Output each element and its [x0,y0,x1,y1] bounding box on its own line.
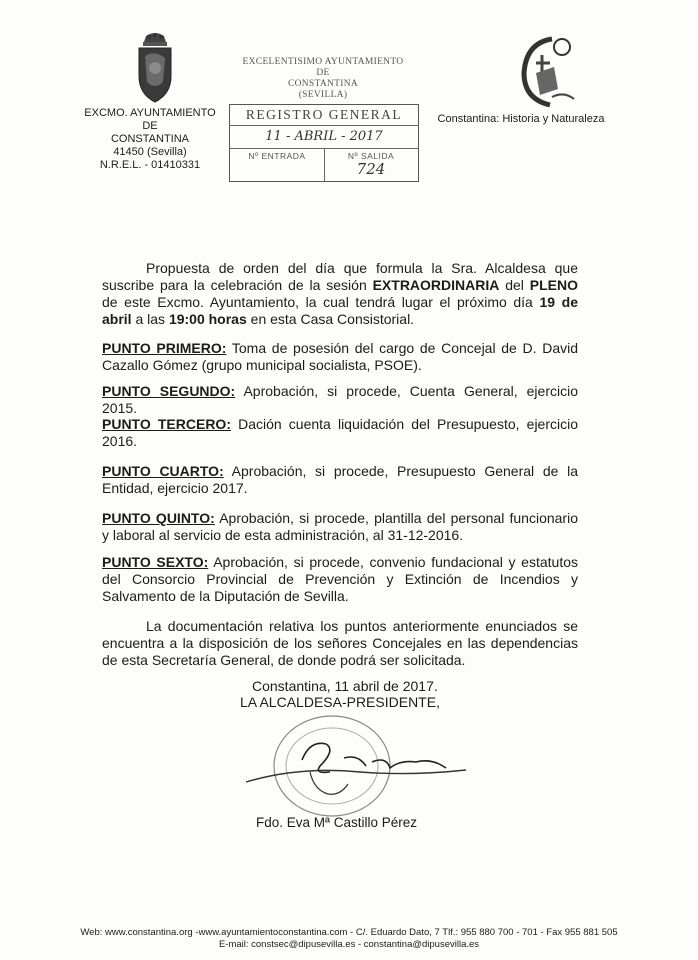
signature-and-seal [240,710,470,822]
intro-text: en esta Casa Consistorial. [246,311,415,327]
agenda-heading: PUNTO PRIMERO: [102,340,227,356]
org-line: N.R.E.L. - 01410331 [99,159,201,171]
left-org-address [70,107,230,172]
footer-email: E-mail: constsec@dipusevilla.es - constantina@dipusevilla.es [218,939,480,950]
org-line: DE [142,120,158,132]
agenda-text: Aprobación, si procede, Cuenta General, ejercicio 2015. [102,383,578,416]
registry-stamp-heading [225,57,421,101]
intro-text: del [499,277,530,293]
agenda-item [102,340,578,374]
signatory-role: LA ALCALDESA-PRESIDENTE, [240,694,440,710]
entry-label: Nº ENTRADA [248,151,306,161]
agenda-text: Aprobación, si procede, Presupuesto General de la Entidad, ejercicio 2017. [102,463,578,496]
exit-number: 724 [356,160,386,178]
closing-paragraph: La documentación relativa los puntos anteriormente enunciados se encuentra a la disposición de los señores Concejales en las dependencias de esta Secretaría General, de donde podrá ser solicitada. [102,618,578,668]
signed-by: Fdo. Eva Mª Castillo Pérez [256,815,418,830]
registry-exit-cell [324,149,418,181]
agenda-text: Dación cuenta liquidación del Presupuesto, ejercicio 2016. [102,416,579,449]
session-body: PLENO [529,277,579,293]
agenda-item [102,463,578,497]
org-line: 41450 (Sevilla) [113,146,187,158]
intro-paragraph [102,260,578,328]
registry-box [229,104,419,182]
agenda-text: Aprobación, si procede, plantilla del personal funcionario y laboral al servicio de esta administración, al 31-12-2016. [102,510,578,543]
agenda-item [102,510,578,544]
stamp-line: CONSTANTINA [287,79,359,89]
registry-title: REGISTRO GENERAL [230,105,418,126]
agenda-item [102,383,578,417]
org-line: EXCMO. AYUNTAMIENTO [84,107,216,119]
agenda-item [102,416,578,450]
org-line: CONSTANTINA [110,133,190,145]
municipal-crest [133,32,177,104]
stamp-line: EXCELENTISIMO AYUNTAMIENTO [242,57,404,67]
agenda-heading: PUNTO QUINTO: [102,510,215,526]
intro-text: de este Excmo. Ayuntamiento, la cual tendrá lugar el próximo día [102,294,540,310]
stamp-line: DE [316,68,330,78]
agenda-heading: PUNTO SEXTO: [102,554,209,570]
session-time: 19:00 horas [168,311,247,327]
place-date: Constantina, 11 abril de 2017. [252,678,438,694]
exit-label: Nº SALIDA [347,151,395,161]
intro-text: a las [131,311,169,327]
registry-entry-cell [230,149,325,181]
registry-date: 11 - ABRIL - 2017 [230,126,418,149]
session-date: 19 de abril [102,294,578,327]
agenda-text: Toma de posesión del cargo de Concejal de D. David Cazallo Gómez (grupo municipal socialista, PSOE). [102,340,578,373]
intro-text: Propuesta de orden del día que formula la Sra. Alcaldesa que suscribe para la celebración de la sesión [102,260,578,293]
session-type: EXTRAORDINARIA [372,277,500,293]
footer-contact: Web: www.constantina.org -www.ayuntamientoconstantina.com - C/. Eduardo Dato, 7 Tlf.: 955 880 700 - 701 - Fax 955 881 505 [80,927,618,938]
agenda-heading: PUNTO SEGUNDO: [102,383,236,399]
stamp-line: (SEVILLA) [298,90,348,100]
agenda-heading: PUNTO CUARTO: [102,463,224,479]
town-tagline: Constantina: Historia y Naturaleza [437,113,605,125]
agenda-heading: PUNTO TERCERO: [102,416,231,432]
agenda-item [102,554,578,605]
agenda-text: Aprobación, si procede, convenio fundacional y estatutos del Consorcio Provincial de Prevención y Extinción de Incendios y Salvamento de la Diputación de Sevilla. [102,554,578,604]
town-logo-icon [512,33,584,111]
